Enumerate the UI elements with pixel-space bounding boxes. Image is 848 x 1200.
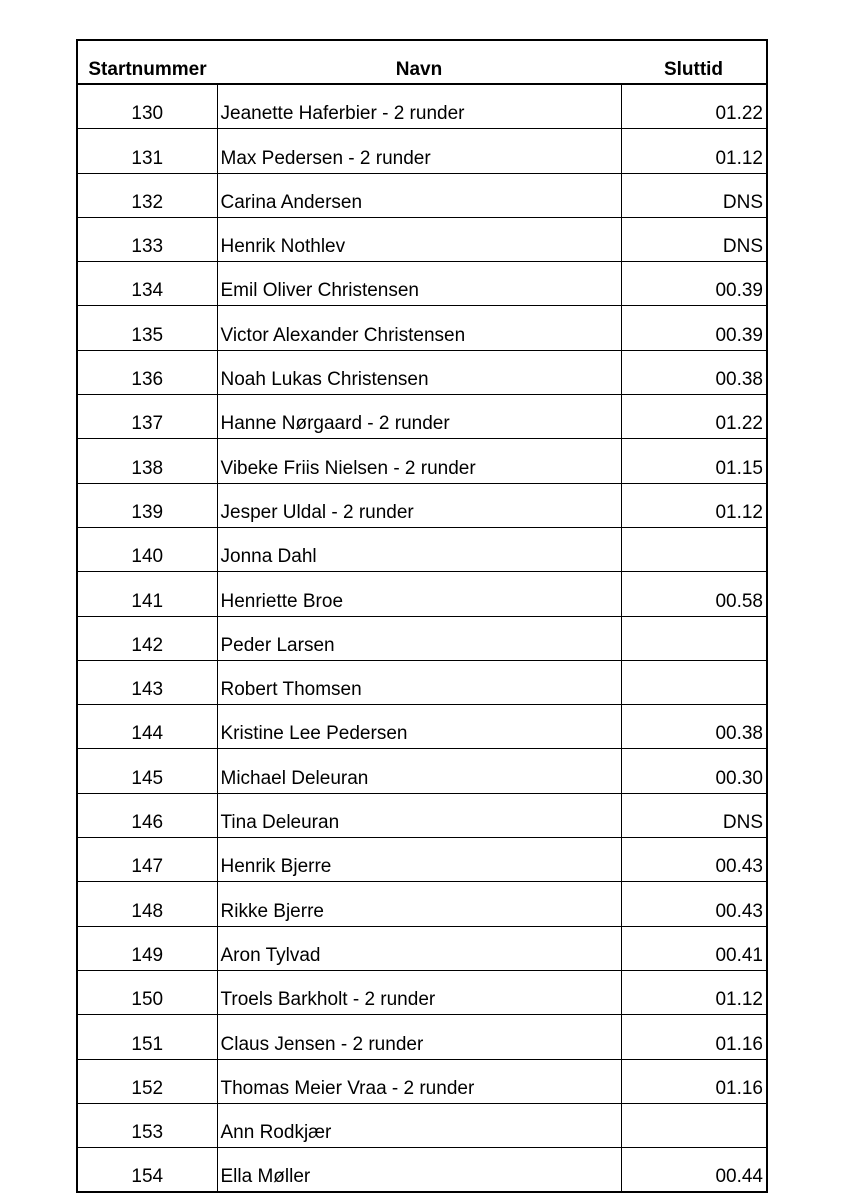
finish-time-cell: 01.15	[621, 439, 767, 483]
header-navn: Navn	[217, 40, 621, 84]
name-cell: Claus Jensen - 2 runder	[217, 1015, 621, 1059]
start-number-cell: 144	[77, 705, 217, 749]
table-row	[77, 1148, 767, 1193]
name-cell: Troels Barkholt - 2 runder	[217, 970, 621, 1014]
name-cell: Ella Møller	[217, 1148, 621, 1193]
header-sluttid: Sluttid	[621, 40, 767, 84]
name-cell: Peder Larsen	[217, 616, 621, 660]
start-number-cell: 147	[77, 838, 217, 882]
start-number-cell: 140	[77, 527, 217, 571]
header-startnummer: Startnummer	[77, 40, 217, 84]
table-row	[77, 616, 767, 660]
finish-time-cell: 00.44	[715, 1166, 763, 1188]
finish-time-cell: 00.43	[621, 838, 767, 882]
finish-time-cell: 01.12	[621, 483, 767, 527]
table-row	[77, 262, 767, 306]
start-number-cell: 132	[77, 173, 217, 217]
finish-time-cell	[621, 616, 767, 660]
table-row	[77, 350, 767, 394]
start-number-cell: 136	[77, 350, 217, 394]
name-cell: Noah Lukas Christensen	[217, 350, 621, 394]
name-cell: Vibeke Friis Nielsen - 2 runder	[217, 439, 621, 483]
results-table	[76, 39, 768, 1193]
table-row	[77, 705, 767, 749]
start-number-cell: 152	[77, 1059, 217, 1103]
name-cell: Thomas Meier Vraa - 2 runder	[217, 1059, 621, 1103]
name-cell: Tina Deleuran	[217, 793, 621, 837]
finish-time-cell	[621, 660, 767, 704]
table-row	[77, 572, 767, 616]
name-cell: Ann Rodkjær	[217, 1103, 621, 1147]
start-number-cell: 131	[77, 129, 217, 173]
header-row	[77, 40, 767, 84]
finish-time-cell: 01.12	[621, 970, 767, 1014]
table-row	[77, 749, 767, 793]
start-number-cell: 148	[77, 882, 217, 926]
results-body	[77, 84, 767, 1192]
name-cell: Hanne Nørgaard - 2 runder	[217, 395, 621, 439]
start-number-cell: 130	[77, 84, 217, 129]
finish-time-cell: 00.30	[621, 749, 767, 793]
start-number-cell: 143	[77, 660, 217, 704]
finish-time-cell: 01.22	[621, 395, 767, 439]
start-number-cell: 133	[77, 217, 217, 261]
finish-time-cell: 01.12	[621, 129, 767, 173]
name-cell: Henrik Bjerre	[217, 838, 621, 882]
table-row	[77, 217, 767, 261]
name-cell: Jesper Uldal - 2 runder	[217, 483, 621, 527]
finish-time-cell: DNS	[621, 217, 767, 261]
table-row	[77, 660, 767, 704]
finish-time-cell: 00.58	[621, 572, 767, 616]
finish-time-cell: 01.22	[621, 84, 767, 129]
table-row	[77, 1103, 767, 1147]
table-row	[77, 970, 767, 1014]
start-number-cell: 146	[77, 793, 217, 837]
start-number-cell: 142	[77, 616, 217, 660]
start-number-cell: 138	[77, 439, 217, 483]
finish-time-cell: 01.16	[621, 1015, 767, 1059]
table-row	[77, 395, 767, 439]
finish-time-cell	[621, 527, 767, 571]
start-number-cell: 154	[131, 1166, 164, 1188]
table-row	[77, 84, 767, 129]
name-cell: Max Pedersen - 2 runder	[217, 129, 621, 173]
finish-time-cell	[621, 1103, 767, 1147]
finish-time-cell: DNS	[621, 793, 767, 837]
start-number-cell: 135	[77, 306, 217, 350]
start-number-cell: 150	[77, 970, 217, 1014]
name-cell: Jeanette Haferbier - 2 runder	[217, 84, 621, 129]
name-cell: Aron Tylvad	[217, 926, 621, 970]
name-cell: Michael Deleuran	[217, 749, 621, 793]
finish-time-cell: 00.39	[621, 262, 767, 306]
start-number-cell: 149	[77, 926, 217, 970]
name-cell: Kristine Lee Pedersen	[217, 705, 621, 749]
finish-time-cell: 00.38	[621, 350, 767, 394]
table-row	[77, 173, 767, 217]
table-row	[77, 306, 767, 350]
finish-time-cell: 01.16	[621, 1059, 767, 1103]
name-cell: Emil Oliver Christensen	[217, 262, 621, 306]
finish-time-cell: 00.43	[621, 882, 767, 926]
name-cell: Henriette Broe	[217, 572, 621, 616]
table-row	[77, 882, 767, 926]
start-number-cell: 145	[77, 749, 217, 793]
finish-time-cell: DNS	[621, 173, 767, 217]
table-row	[77, 793, 767, 837]
table-row	[77, 1015, 767, 1059]
table-row	[77, 483, 767, 527]
table-row	[77, 439, 767, 483]
start-number-cell: 141	[77, 572, 217, 616]
finish-time-cell: 00.39	[621, 306, 767, 350]
table-row	[77, 838, 767, 882]
start-number-cell: 139	[77, 483, 217, 527]
table-row	[77, 1059, 767, 1103]
name-cell: Robert Thomsen	[217, 660, 621, 704]
table-row	[77, 926, 767, 970]
finish-time-cell: 00.38	[621, 705, 767, 749]
start-number-cell: 134	[77, 262, 217, 306]
start-number-cell: 137	[77, 395, 217, 439]
name-cell: Carina Andersen	[217, 173, 621, 217]
table-row	[77, 129, 767, 173]
name-cell: Rikke Bjerre	[217, 882, 621, 926]
start-number-cell: 153	[77, 1103, 217, 1147]
table-row	[77, 527, 767, 571]
name-cell: Jonna Dahl	[217, 527, 621, 571]
finish-time-cell: 00.41	[621, 926, 767, 970]
name-cell: Henrik Nothlev	[217, 217, 621, 261]
start-number-cell: 151	[77, 1015, 217, 1059]
name-cell: Victor Alexander Christensen	[217, 306, 621, 350]
